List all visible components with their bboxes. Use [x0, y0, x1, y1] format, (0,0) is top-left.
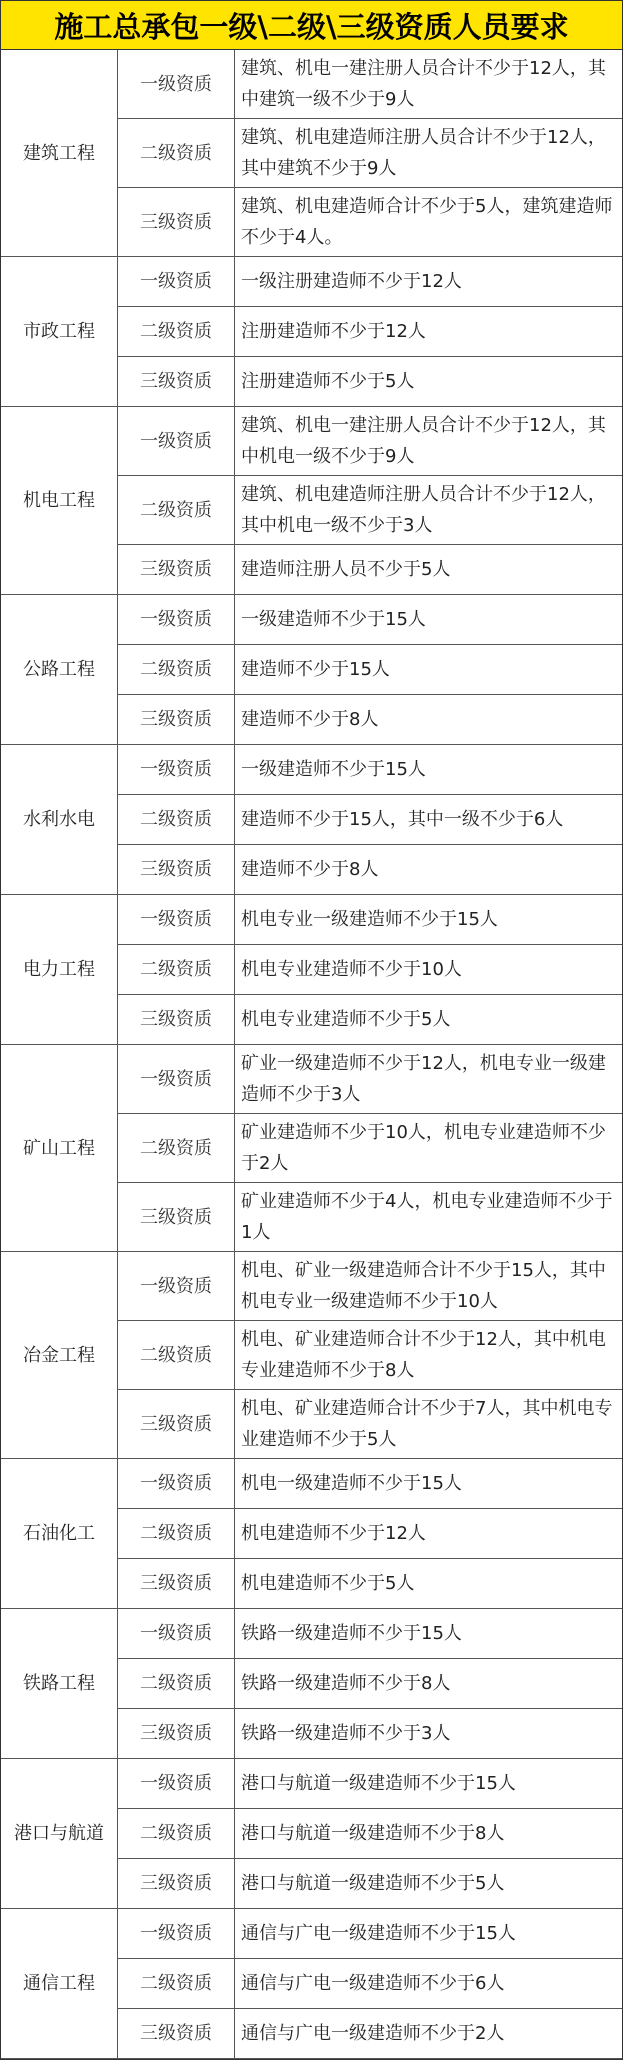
personnel-requirement: 建筑、机电一建注册人员合计不少于12人，其中建筑一级不少于9人: [235, 50, 623, 119]
personnel-requirement: 建造师不少于15人，其中一级不少于6人: [235, 795, 623, 845]
personnel-requirement: 机电一级建造师不少于15人: [235, 1459, 623, 1509]
table-row: [1, 1459, 622, 1509]
personnel-requirement: 港口与航道一级建造师不少于5人: [235, 1859, 623, 1909]
personnel-requirement: 建筑、机电建造师注册人员合计不少于12人，其中机电一级不少于3人: [235, 476, 623, 545]
category-name: 机电工程: [1, 407, 118, 595]
category-name: 冶金工程: [1, 1252, 118, 1459]
personnel-requirement: 机电建造师不少于12人: [235, 1509, 623, 1559]
qualification-level: 三级资质: [118, 995, 235, 1045]
qualification-level: 二级资质: [118, 1509, 235, 1559]
personnel-requirement: 机电专业一级建造师不少于15人: [235, 895, 623, 945]
personnel-requirement: 建造师不少于15人: [235, 645, 623, 695]
qualification-level: 三级资质: [118, 845, 235, 895]
personnel-requirement: 通信与广电一级建造师不少于6人: [235, 1959, 623, 2009]
personnel-requirement: 通信与广电一级建造师不少于2人: [235, 2009, 623, 2059]
personnel-requirement: 铁路一级建造师不少于15人: [235, 1609, 623, 1659]
personnel-requirement: 机电专业建造师不少于10人: [235, 945, 623, 995]
personnel-requirement: 铁路一级建造师不少于3人: [235, 1709, 623, 1759]
personnel-requirement: 机电、矿业一级建造师合计不少于15人，其中机电专业一级建造师不少于10人: [235, 1252, 623, 1321]
qualification-level: 二级资质: [118, 1959, 235, 2009]
category-name: 石油化工: [1, 1459, 118, 1609]
qualification-level: 二级资质: [118, 945, 235, 995]
qualification-level: 一级资质: [118, 1459, 235, 1509]
personnel-requirement: 矿业建造师不少于4人，机电专业建造师不少于1人: [235, 1183, 623, 1252]
qualification-level: 二级资质: [118, 1321, 235, 1390]
qualification-level: 二级资质: [118, 645, 235, 695]
personnel-requirement: 机电建造师不少于5人: [235, 1559, 623, 1609]
qualification-level: 一级资质: [118, 257, 235, 307]
qualification-level: 二级资质: [118, 119, 235, 188]
personnel-requirement: 一级建造师不少于15人: [235, 595, 623, 645]
qualification-level: 三级资质: [118, 1390, 235, 1459]
qualification-level: 三级资质: [118, 1709, 235, 1759]
table-row: [1, 895, 622, 945]
personnel-requirement: 建筑、机电一建注册人员合计不少于12人，其中机电一级不少于9人: [235, 407, 623, 476]
qualification-level: 三级资质: [118, 545, 235, 595]
category-name: 铁路工程: [1, 1609, 118, 1759]
personnel-requirement: 矿业一级建造师不少于12人，机电专业一级建造师不少于3人: [235, 1045, 623, 1114]
qualification-level: 一级资质: [118, 1609, 235, 1659]
table-row: [1, 257, 622, 307]
table-row: [1, 1909, 622, 1959]
category-name: 电力工程: [1, 895, 118, 1045]
qualification-level: 二级资质: [118, 1809, 235, 1859]
qualification-level: 一级资质: [118, 407, 235, 476]
category-name: 通信工程: [1, 1909, 118, 2059]
qualification-level: 一级资质: [118, 1045, 235, 1114]
qualification-level: 二级资质: [118, 476, 235, 545]
personnel-requirement: 机电、矿业建造师合计不少于12人，其中机电专业建造师不少于8人: [235, 1321, 623, 1390]
qualification-level: 一级资质: [118, 745, 235, 795]
table-row: [1, 595, 622, 645]
personnel-requirement: 港口与航道一级建造师不少于15人: [235, 1759, 623, 1809]
personnel-requirement: 矿业建造师不少于10人，机电专业建造师不少于2人: [235, 1114, 623, 1183]
personnel-requirement: 建筑、机电建造师注册人员合计不少于12人，其中建筑不少于9人: [235, 119, 623, 188]
qualification-level: 三级资质: [118, 1559, 235, 1609]
table-row: [1, 50, 622, 119]
requirements-table-body: [1, 50, 622, 2059]
personnel-requirement: 一级注册建造师不少于12人: [235, 257, 623, 307]
personnel-requirement: 注册建造师不少于12人: [235, 307, 623, 357]
qualification-level: 二级资质: [118, 1659, 235, 1709]
qualification-level: 三级资质: [118, 695, 235, 745]
qualification-level: 一级资质: [118, 50, 235, 119]
table-row: [1, 745, 622, 795]
personnel-requirement: 机电、矿业建造师合计不少于7人，其中机电专业建造师不少于5人: [235, 1390, 623, 1459]
table-row: [1, 407, 622, 476]
qualification-level: 一级资质: [118, 1909, 235, 1959]
qualification-level: 一级资质: [118, 1759, 235, 1809]
qualification-level: 一级资质: [118, 895, 235, 945]
personnel-requirement: 一级建造师不少于15人: [235, 745, 623, 795]
qualification-level: 三级资质: [118, 188, 235, 257]
page-title: 施工总承包一级\二级\三级资质人员要求: [1, 0, 622, 50]
personnel-requirement: 机电专业建造师不少于5人: [235, 995, 623, 1045]
personnel-requirement: 建造师不少于8人: [235, 845, 623, 895]
table-row: [1, 1609, 622, 1659]
qualification-level: 三级资质: [118, 1183, 235, 1252]
qualification-level: 一级资质: [118, 1252, 235, 1321]
personnel-requirement: 建造师不少于8人: [235, 695, 623, 745]
personnel-requirement: 通信与广电一级建造师不少于15人: [235, 1909, 623, 1959]
category-name: 市政工程: [1, 257, 118, 407]
personnel-requirement: 铁路一级建造师不少于8人: [235, 1659, 623, 1709]
category-name: 建筑工程: [1, 50, 118, 257]
category-name: 港口与航道: [1, 1759, 118, 1909]
qualification-level: 三级资质: [118, 1859, 235, 1909]
qualification-level: 三级资质: [118, 357, 235, 407]
table-row: [1, 1252, 622, 1321]
table-row: [1, 1759, 622, 1809]
table-row: [1, 1045, 622, 1114]
personnel-requirement: 港口与航道一级建造师不少于8人: [235, 1809, 623, 1859]
personnel-requirement: 建筑、机电建造师合计不少于5人，建筑建造师不少于4人。: [235, 188, 623, 257]
requirements-table: [1, 50, 622, 2059]
qualification-level: 二级资质: [118, 307, 235, 357]
qualification-level: 三级资质: [118, 2009, 235, 2059]
category-name: 水利水电: [1, 745, 118, 895]
personnel-requirement: 注册建造师不少于5人: [235, 357, 623, 407]
qualification-level: 一级资质: [118, 595, 235, 645]
category-name: 公路工程: [1, 595, 118, 745]
qualification-level: 二级资质: [118, 1114, 235, 1183]
personnel-requirement: 建造师注册人员不少于5人: [235, 545, 623, 595]
qualification-level: 二级资质: [118, 795, 235, 845]
category-name: 矿山工程: [1, 1045, 118, 1252]
